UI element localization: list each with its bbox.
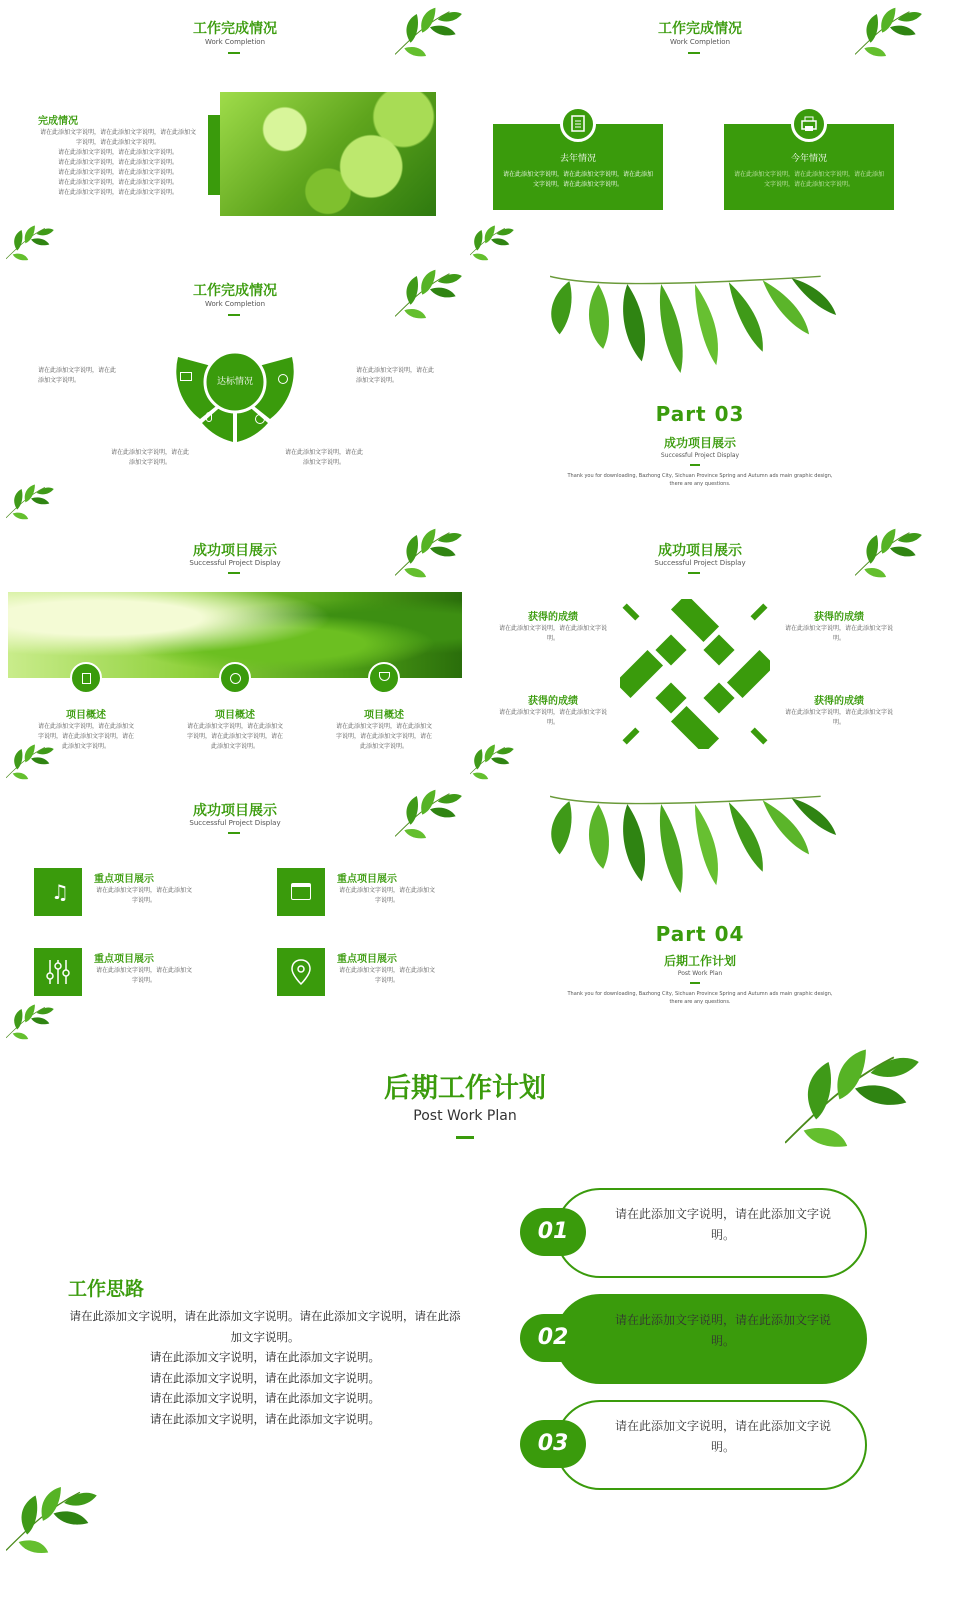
target-wheel <box>170 347 300 447</box>
slide-subtitle: Successful Project Display <box>654 559 746 567</box>
slide-title: 工作完成情况 <box>193 21 277 37</box>
share-icon <box>255 414 265 424</box>
slide-part-03 <box>470 262 930 524</box>
slide-subtitle: Work Completion <box>204 300 266 308</box>
wheel-text-right: 请在此添加文字说明，请在此添加文字说明。 <box>356 367 435 384</box>
step-number: 03 <box>520 1420 586 1468</box>
title-underline <box>228 832 240 834</box>
achievement-text: 请在此添加文字说明，请在此添加文字说明。 <box>498 625 607 642</box>
feature-label: 重点项目展示 <box>94 954 154 965</box>
feature-label: 重点项目展示 <box>337 954 397 965</box>
body-line: 请在此添加文字说明，请在此添加文字说明。 <box>57 159 178 166</box>
title-underline <box>690 982 700 984</box>
body-line: 请在此添加文字说明，请在此添加文字说明。 <box>150 1411 380 1426</box>
location-icon <box>277 948 325 996</box>
section-heading: 工作思路 <box>68 1278 145 1300</box>
slide-post-work-plan <box>0 1044 930 1568</box>
leaf-decoration-icon <box>855 5 925 65</box>
slide-work-completion-3 <box>0 262 470 524</box>
slide-title: 后期工作计划 <box>384 1073 546 1104</box>
title-underline <box>456 1136 474 1139</box>
achievement-label: 获得的成绩 <box>814 612 864 623</box>
slide-subtitle: Post Work Plan <box>413 1108 517 1124</box>
document-icon <box>560 106 596 142</box>
item-text: 请在此添加文字说明，请在此添加文字说明，请在此添加文字说明，请在此添加文字说明。 <box>37 723 134 750</box>
achievement-text: 请在此添加文字说明，请在此添加文字说明。 <box>784 709 893 726</box>
leaf-decoration-icon <box>470 225 516 262</box>
achievement-label: 获得的成绩 <box>814 696 864 707</box>
settings-icon <box>278 374 288 384</box>
printer-icon <box>791 106 827 142</box>
body-line: 请在此添加文字说明，请在此添加文字说明。 <box>57 189 178 196</box>
body-text <box>60 1306 470 1429</box>
hanging-leaves-icon <box>550 267 840 392</box>
leaf-decoration-icon <box>6 225 56 262</box>
hanging-leaves-icon <box>550 787 840 912</box>
body-line: 请在此添加文字说明，请在此添加文字说明。 <box>57 169 178 176</box>
achievement-text: 请在此添加文字说明，请在此添加文字说明。 <box>784 625 893 642</box>
section-heading: 完成情况 <box>38 116 78 127</box>
item-label: 项目概述 <box>215 710 255 721</box>
achievement-label: 获得的成绩 <box>528 696 578 707</box>
body-line: 请在此添加文字说明，请在此添加文字说明。请在此添加文字说明，请在此添 <box>69 1309 461 1323</box>
body-line: 请在此添加文字说明，请在此添加文字说明。 <box>150 1391 380 1405</box>
leaf-decoration-icon <box>395 526 465 586</box>
browser-icon <box>277 868 325 916</box>
card-label: 今年情况 <box>790 154 827 164</box>
slide-title: 工作完成情况 <box>658 21 742 37</box>
part-subtitle: Successful Project Display <box>660 452 740 459</box>
leaf-decoration-icon <box>6 1004 56 1044</box>
wheel-text-left: 请在此添加文字说明，请在此添加文字说明。 <box>38 367 117 384</box>
slide-title: 成功项目展示 <box>193 803 277 819</box>
step-text: 请在此添加文字说明，请在此添加文字说明。 <box>614 1207 831 1242</box>
wheel-center-label: 达标情况 <box>216 377 253 387</box>
feature-text: 请在此添加文字说明，请在此添加文字说明。 <box>338 887 435 904</box>
title-underline <box>228 572 240 574</box>
body-line: 请在此添加文字说明，请在此添加文字说明。 <box>150 1370 380 1385</box>
slide-successful-projects-2 <box>470 524 930 782</box>
achievement-label: 获得的成绩 <box>528 612 578 623</box>
leaf-photo <box>220 92 436 216</box>
stopwatch-icon <box>219 662 251 694</box>
part-number: Part 03 <box>655 402 745 426</box>
feature-label: 重点项目展示 <box>337 874 397 885</box>
leaf-decoration-icon <box>855 526 925 586</box>
slide-subtitle: Successful Project Display <box>189 559 281 567</box>
slide-title: 成功项目展示 <box>193 543 277 559</box>
slide-title: 工作完成情况 <box>193 283 277 299</box>
slide-successful-projects-1 <box>0 524 470 782</box>
leaf-decoration-icon <box>395 267 465 327</box>
slide-subtitle: Successful Project Display <box>189 819 281 827</box>
body-text <box>38 128 198 198</box>
part-description: Thank you for downloading, Bazhong City, Sichuan Province Spring and Autumn ads main graphic design, there are any questions. <box>567 991 833 1005</box>
sliders-icon <box>34 948 82 996</box>
body-line: 字说明，请在此添加文字说明。 <box>75 139 160 146</box>
slide-subtitle: Work Completion <box>204 38 266 46</box>
music-icon: ♫ <box>34 868 82 916</box>
achievement-text: 请在此添加文字说明，请在此添加文字说明。 <box>498 709 607 726</box>
step-number: 01 <box>520 1208 586 1256</box>
slide-work-completion-2 <box>470 0 930 262</box>
leaf-decoration-icon <box>785 1044 925 1164</box>
slide-title: 成功项目展示 <box>658 543 742 559</box>
step-number: 02 <box>520 1314 586 1362</box>
part-subtitle: Post Work Plan <box>677 970 723 977</box>
copy-icon <box>70 662 102 694</box>
leaf-decoration-icon <box>470 744 516 782</box>
part-title: 后期工作计划 <box>663 954 736 968</box>
trophy-icon <box>368 662 400 694</box>
title-underline <box>688 572 700 574</box>
title-underline <box>228 314 240 316</box>
body-line: 请在此添加文字说明，请在此添加文字说明。 <box>150 1350 380 1364</box>
microphone-icon <box>206 412 212 422</box>
title-underline <box>690 464 700 466</box>
wheel-text-bottom-right: 请在此添加文字说明，请在此添加文字说明。 <box>284 449 363 466</box>
feature-label: 重点项目展示 <box>94 874 154 885</box>
leaf-decoration-icon <box>6 1484 101 1564</box>
item-label: 项目概述 <box>364 710 404 721</box>
slide-successful-projects-3 <box>0 782 470 1044</box>
item-text: 请在此添加文字说明，请在此添加文字说明，请在此添加文字说明，请在此添加文字说明。 <box>335 723 432 750</box>
card-text: 请在此添加文字说明，请在此添加文字说明，请在此添加文字说明，请在此添加文字说明。 <box>503 171 654 188</box>
body-line: 请在此添加文字说明，请在此添加文字说明。 <box>57 179 178 186</box>
part-number: Part 04 <box>655 922 745 946</box>
monitor-icon <box>180 372 192 381</box>
title-underline <box>688 52 700 54</box>
step-text: 请在此添加文字说明，请在此添加文字说明。 <box>614 1419 831 1454</box>
feature-text: 请在此添加文字说明，请在此添加文字说明。 <box>95 967 192 984</box>
leaf-decoration-icon <box>6 484 56 524</box>
slide-work-completion-1 <box>0 0 470 262</box>
card-label: 去年情况 <box>559 154 596 164</box>
slide-part-04 <box>470 782 930 1044</box>
body-line: 请在此添加文字说明，请在此添加文字说明，请在此添加文 <box>39 129 196 136</box>
slide-subtitle: Work Completion <box>669 38 731 46</box>
part-description: Thank you for downloading, Bazhong City, Sichuan Province Spring and Autumn ads main graphic design, there are any questions. <box>567 473 833 487</box>
part-title: 成功项目展示 <box>663 436 736 450</box>
feature-text: 请在此添加文字说明，请在此添加文字说明。 <box>95 887 192 904</box>
wheel-text-bottom-left: 请在此添加文字说明，请在此添加文字说明。 <box>110 449 189 466</box>
leaf-decoration-icon <box>395 5 465 65</box>
body-line: 请在此添加文字说明，请在此添加文字说明。 <box>57 149 178 156</box>
title-underline <box>228 52 240 54</box>
step-text: 请在此添加文字说明，请在此添加文字说明。 <box>614 1313 831 1348</box>
item-text: 请在此添加文字说明，请在此添加文字说明，请在此添加文字说明，请在此添加文字说明。 <box>186 723 283 750</box>
card-text: 请在此添加文字说明，请在此添加文字说明，请在此添加文字说明，请在此添加文字说明。 <box>734 171 885 188</box>
item-label: 项目概述 <box>66 710 106 721</box>
leaf-decoration-icon <box>395 787 465 847</box>
feature-text: 请在此添加文字说明，请在此添加文字说明。 <box>338 967 435 984</box>
interlocking-chain-icon <box>620 599 770 749</box>
body-line: 加文字说明。 <box>230 1329 300 1344</box>
